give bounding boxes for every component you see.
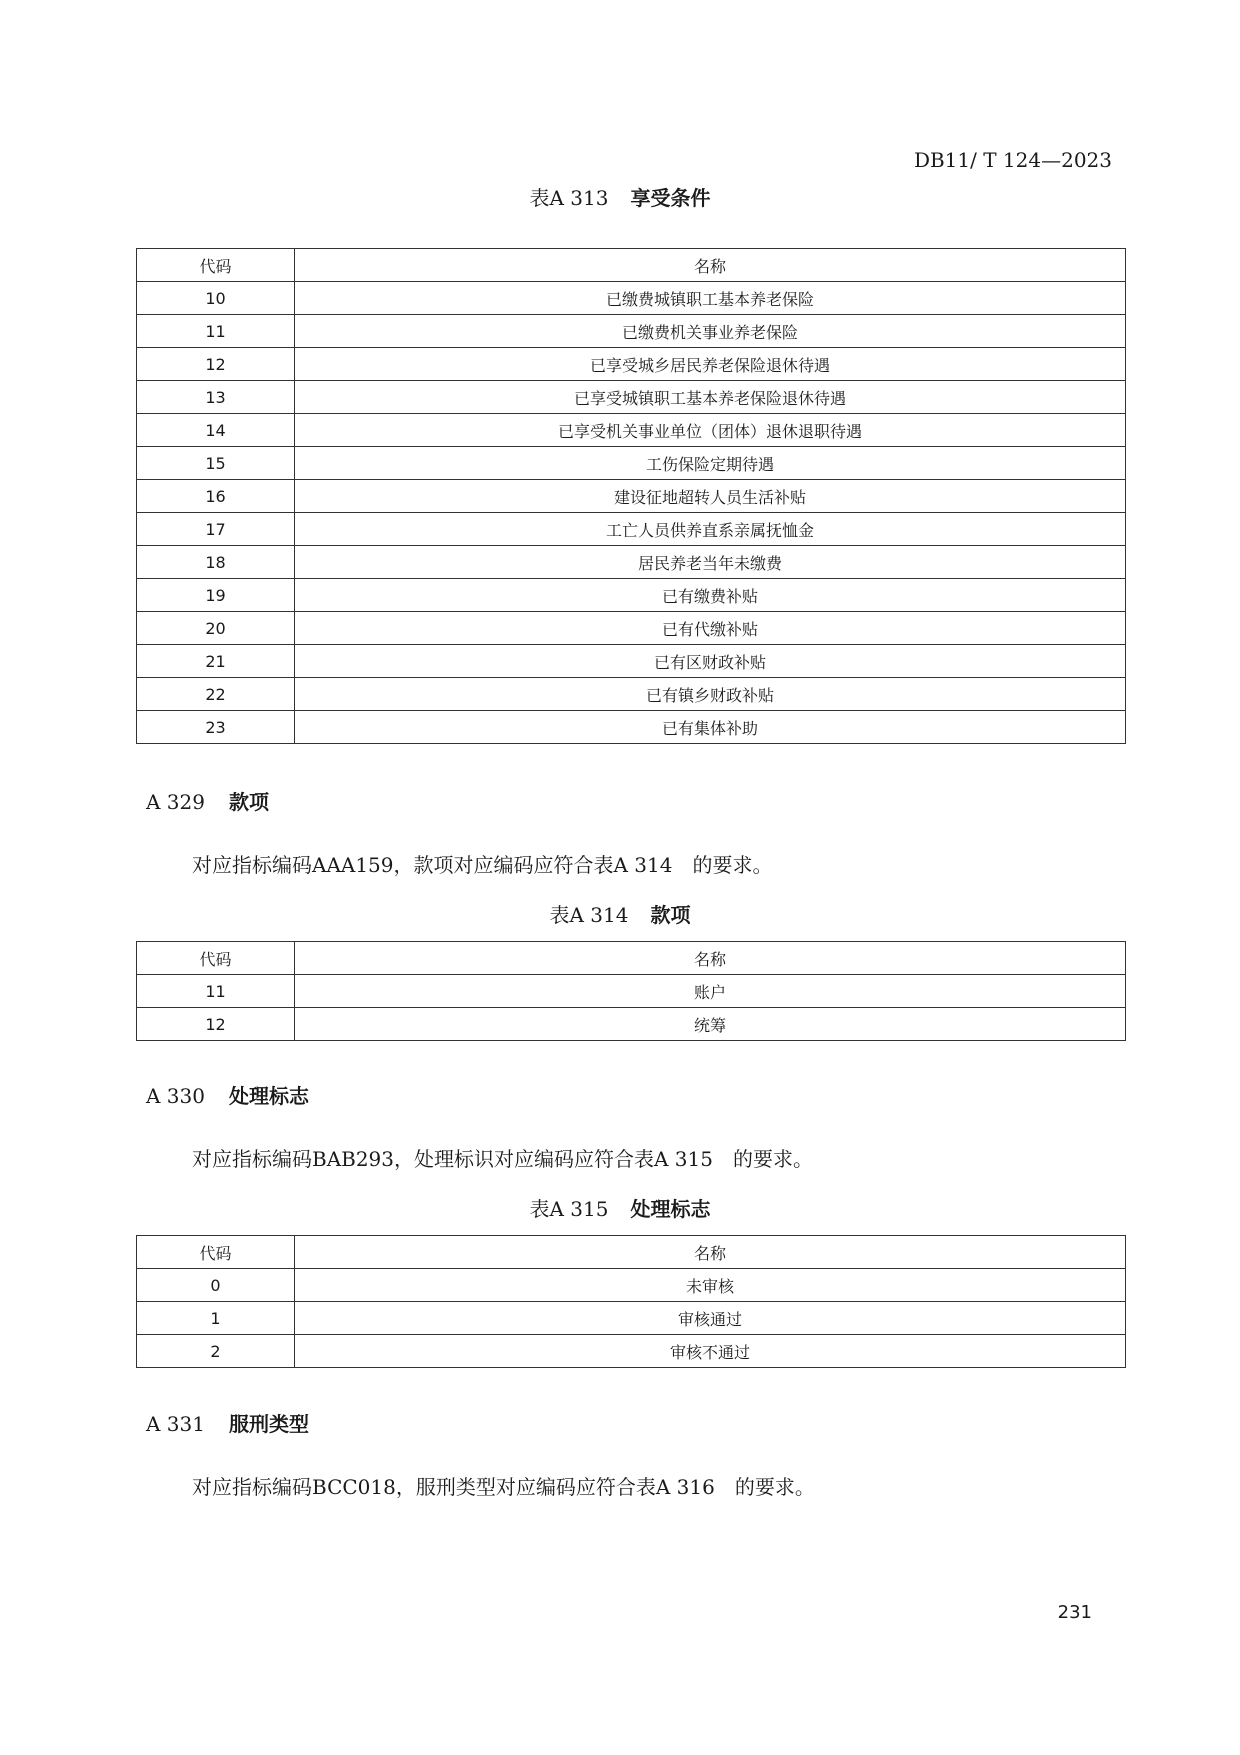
name-cell: 已享受城乡居民养老保险退休待遇 — [295, 348, 1126, 381]
table-row — [137, 1302, 1126, 1335]
code-cell: 1 — [137, 1302, 295, 1335]
section-paragraph: 对应指标编码BAB293，处理标识对应编码应符合表A 315 的要求。 — [192, 1147, 813, 1171]
code-cell: 12 — [137, 348, 295, 381]
name-cell: 已缴费城镇职工基本养老保险 — [295, 282, 1126, 315]
name-cell: 已有集体补助 — [295, 711, 1126, 744]
table-caption — [0, 899, 1240, 928]
name-cell: 工亡人员供养直系亲属抚恤金 — [295, 513, 1126, 546]
section-title: 款项 — [228, 790, 269, 814]
column-header-code: 代码 — [137, 1236, 295, 1269]
name-cell: 已有区财政补贴 — [295, 645, 1126, 678]
code-cell: 21 — [137, 645, 295, 678]
table-processing-flag — [136, 1235, 1126, 1368]
table-row — [137, 546, 1126, 579]
section-number: A 330 — [146, 1084, 205, 1108]
table-row — [137, 579, 1126, 612]
code-cell: 13 — [137, 381, 295, 414]
name-cell: 已享受城镇职工基本养老保险退休待遇 — [295, 381, 1126, 414]
table-row — [137, 348, 1126, 381]
table-row — [137, 480, 1126, 513]
name-cell: 已有缴费补贴 — [295, 579, 1126, 612]
code-cell: 23 — [137, 711, 295, 744]
table-caption-title: 款项 — [650, 903, 691, 927]
table-row — [137, 1269, 1126, 1302]
section-number: A 329 — [146, 790, 205, 814]
code-cell: 2 — [137, 1335, 295, 1368]
name-cell: 审核通过 — [295, 1302, 1126, 1335]
column-header-name: 名称 — [295, 249, 1126, 282]
table-row — [137, 678, 1126, 711]
table-row — [137, 1335, 1126, 1368]
table-row — [137, 1008, 1126, 1041]
section-heading — [146, 1408, 309, 1437]
section-heading — [146, 786, 269, 815]
code-cell: 18 — [137, 546, 295, 579]
code-cell: 0 — [137, 1269, 295, 1302]
table-row — [137, 414, 1126, 447]
column-header-code: 代码 — [137, 249, 295, 282]
name-cell: 统筹 — [295, 1008, 1126, 1041]
code-cell: 16 — [137, 480, 295, 513]
table-row — [137, 447, 1126, 480]
table-caption-number: 表A 315 — [529, 1197, 609, 1221]
code-cell: 11 — [137, 975, 295, 1008]
name-cell: 已有镇乡财政补贴 — [295, 678, 1126, 711]
code-cell: 15 — [137, 447, 295, 480]
name-cell: 居民养老当年未缴费 — [295, 546, 1126, 579]
code-cell: 11 — [137, 315, 295, 348]
name-cell: 未审核 — [295, 1269, 1126, 1302]
section-number: A 331 — [146, 1412, 205, 1436]
table-caption-title: 处理标志 — [630, 1197, 711, 1221]
table-enjoy-conditions — [136, 248, 1126, 744]
name-cell: 已缴费机关事业养老保险 — [295, 315, 1126, 348]
code-cell: 20 — [137, 612, 295, 645]
code-cell: 10 — [137, 282, 295, 315]
table-caption-number: 表A 314 — [549, 903, 629, 927]
table-row — [137, 975, 1126, 1008]
table-caption — [0, 1193, 1240, 1222]
code-cell: 12 — [137, 1008, 295, 1041]
table-row — [137, 645, 1126, 678]
table-caption-title: 享受条件 — [630, 186, 711, 210]
name-cell: 已享受机关事业单位（团体）退休退职待遇 — [295, 414, 1126, 447]
column-header-name: 名称 — [295, 1236, 1126, 1269]
name-cell: 建设征地超转人员生活补贴 — [295, 480, 1126, 513]
table-row — [137, 513, 1126, 546]
table-row — [137, 711, 1126, 744]
name-cell: 工伤保险定期待遇 — [295, 447, 1126, 480]
table-payment-items — [136, 941, 1126, 1041]
column-header-name: 名称 — [295, 942, 1126, 975]
section-heading — [146, 1080, 309, 1109]
table-row — [137, 381, 1126, 414]
table-row — [137, 282, 1126, 315]
page-number: 231 — [1057, 1602, 1092, 1623]
code-cell: 17 — [137, 513, 295, 546]
name-cell: 审核不通过 — [295, 1335, 1126, 1368]
section-paragraph: 对应指标编码AAA159，款项对应编码应符合表A 314 的要求。 — [192, 853, 773, 877]
name-cell: 已有代缴补贴 — [295, 612, 1126, 645]
table-row — [137, 612, 1126, 645]
section-paragraph: 对应指标编码BCC018，服刑类型对应编码应符合表A 316 的要求。 — [192, 1475, 815, 1499]
code-cell: 22 — [137, 678, 295, 711]
document-standard-id: DB11/ T 124—2023 — [913, 148, 1112, 172]
code-cell: 19 — [137, 579, 295, 612]
name-cell: 账户 — [295, 975, 1126, 1008]
table-caption-number: 表A 313 — [529, 186, 609, 210]
code-cell: 14 — [137, 414, 295, 447]
table-caption — [0, 182, 1240, 211]
column-header-code: 代码 — [137, 942, 295, 975]
section-title: 服刑类型 — [228, 1412, 309, 1436]
table-row — [137, 315, 1126, 348]
section-title: 处理标志 — [228, 1084, 309, 1108]
